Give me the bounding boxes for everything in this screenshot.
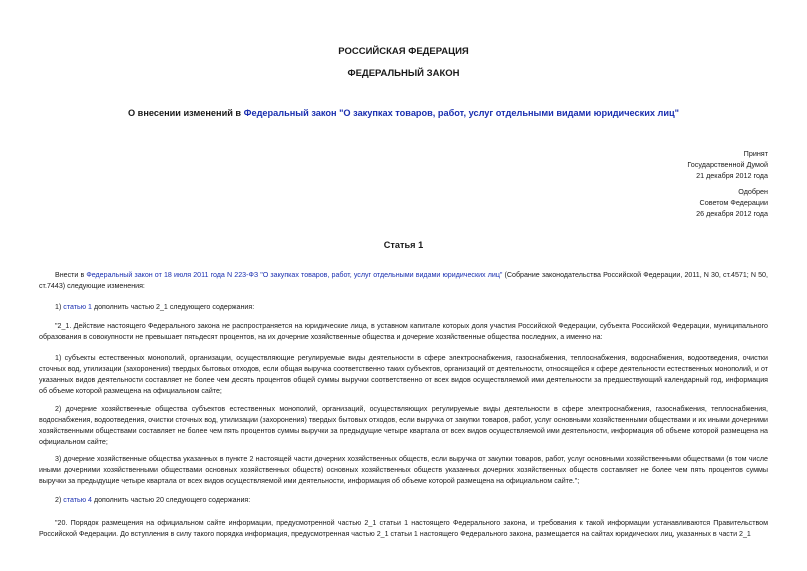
article-heading: Статья 1: [383, 240, 424, 250]
paragraph-intro: [39, 270, 768, 292]
paragraph-subitem-1: 1) субъекты естественных монополий, организации, осуществляющие регулируемые виды деятельности в сфере электроснабжения, газоснабжения, теплоснабжения, водоснабжения, водоотведения, очистки сточных вод, утилизации (захоронения) твердых бытовых отходов, если общая выручка соответственно таких субъектов, организаций от деятельности, относящейся к сфере деятельности естественных монополий, и от указанных видов деятельности составляет не более чем десять процентов общей суммы выручки соответственно от всех видов осуществляемой ими деятельности за предшествующий календарный год, информация об объеме которой размещена на официальном сайте;: [39, 354, 768, 395]
paragraph-item-2: [39, 495, 768, 506]
law-title-prefix: О внесении изменений в: [127, 108, 244, 118]
approved-block: [696, 186, 768, 220]
law-title-link[interactable]: Федеральный закон "О закупках товаров, работ, услуг отдельными видами юридических лиц": [243, 108, 680, 118]
approved-line-1: Одобрен: [738, 187, 768, 196]
approved-line-3: 26 декабря 2012 года: [696, 209, 768, 219]
header-federation: РОССИЙСКАЯ ФЕДЕРАЦИЯ: [338, 46, 469, 57]
paragraph-subitem-2: 2) дочерние хозяйственные общества субъектов естественных монополий, организаций, осуществляющих регулируемые виды деятельности в сфере электроснабжения, газоснабжения, теплоснабжения, водоснабжения, водоотведения, очистки сточных вод, утилизации (захоронения) твердых бытовых отходов, если выручка от закупки товаров, работ, услуг основными хозяйственными обществами и их иными дочерними хозяйственными обществами составляет не более чем пять процентов суммы выручки за предыдущие четыре квартала от всех видов осуществляемой ими деятельности, информация об объеме которой размещена на официальном сайте;: [39, 405, 768, 446]
paragraph-part-2-1: "2_1. Действие настоящего Федерального закона не распространяется на юридические лица, в уставном капитале которых доля участия Российской Федерации, субъекта Российской Федерации, муниципального образования в совокупности не превышает пятьдесят процентов, на их дочерние хозяйственные общества и дочерние хозяйственные общества последних, а именно на:: [39, 322, 768, 341]
item-1-text: дополнить частью 2_1 следующего содержания:: [91, 303, 255, 311]
law-title: [0, 108, 807, 118]
article-1-link[interactable]: статью 1: [63, 303, 92, 311]
intro-text-after: (Собрание законодательства Российской Федерации, 2011, N 30, ст.4571; N 50, ст.7443) следующие изменения:: [39, 271, 768, 290]
adopted-line-3: 21 декабря 2012 года: [696, 171, 768, 181]
adopted-line-2: Государственной Думой: [687, 160, 768, 170]
approved-line-2: Советом Федерации: [699, 198, 768, 208]
header-law-type: ФЕДЕРАЛЬНЫЙ ЗАКОН: [347, 68, 460, 79]
paragraph-subitem-3: 3) дочерние хозяйственные общества указанных в пункте 2 настоящей части дочерних хозяйственных обществ, если выручка от закупки товаров, работ, услуг основными хозяйственными обществами (в том числе иными дочерними хозяйственными обществами основных хозяйственных обществ) основных хозяйственных обществ указанных дочерних хозяйственных обществ составляет не более чем пять процентов суммы выручки за предыдущие четыре квартала от всех видов осуществляемой ими деятельности, информация об объеме которой размещена на официальном сайте.";: [39, 455, 768, 485]
paragraph-part-20: "20. Порядок размещения на официальном сайте информации, предусмотренной частью 2_1 статьи 1 настоящего Федерального закона, и требования к такой информации устанавливаются Правительством Российской Федерации. До вступления в силу такого порядка информация, предусмотренная частью 2_1 статьи 1 настоящего Федерального закона, размещается на сайтах юридических лиц, указанных в части 2_1: [39, 519, 768, 538]
item-2-number: 2): [55, 496, 64, 504]
item-1-number: 1): [55, 303, 64, 311]
law-223-link[interactable]: Федеральный закон от 18 июля 2011 года N 223-ФЗ "О закупках товаров, работ, услуг отдельными видами юридических лиц": [86, 271, 503, 279]
intro-text-before: Внести в: [55, 271, 87, 279]
adopted-line-1: Принят: [743, 149, 768, 158]
paragraph-item-1: [39, 302, 768, 313]
adopted-block: [687, 148, 768, 182]
item-2-text: дополнить частью 20 следующего содержания:: [91, 496, 251, 504]
article-4-link[interactable]: статью 4: [63, 496, 92, 504]
